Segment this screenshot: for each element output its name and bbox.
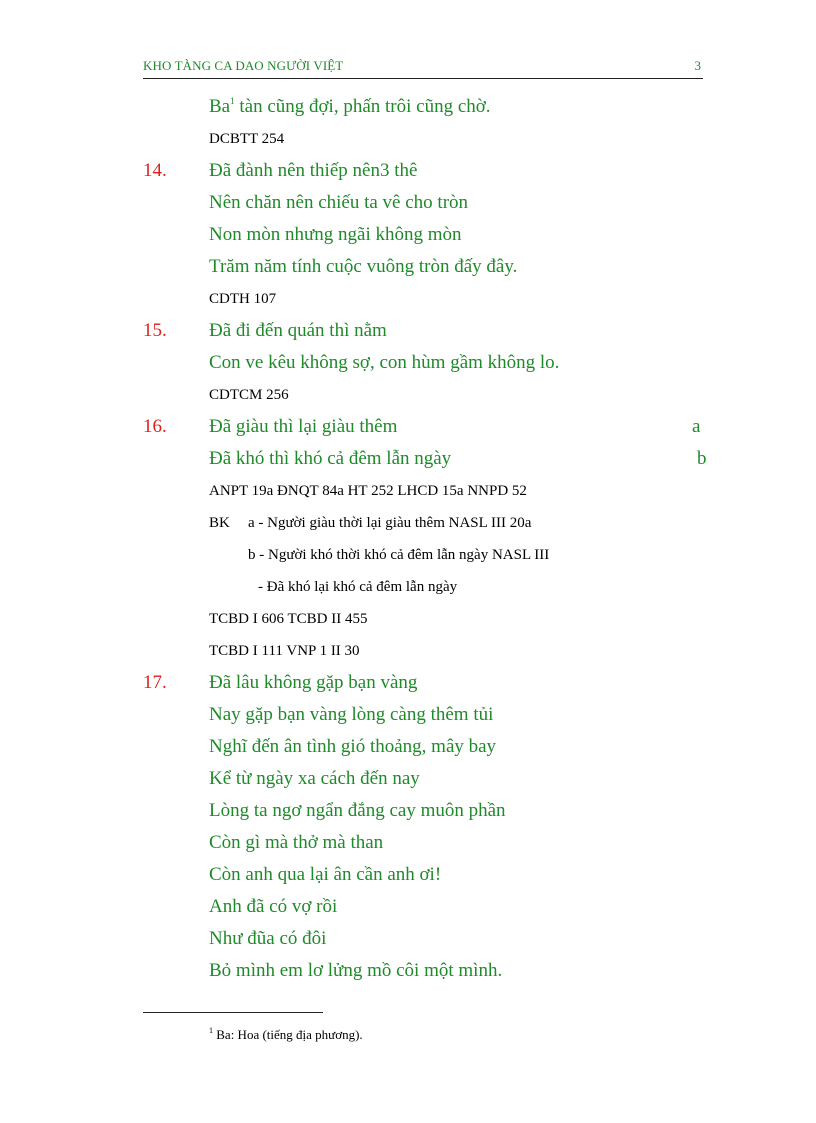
verse-line: Anh đã có vợ rồi — [209, 896, 338, 917]
page-number: 3 — [694, 58, 701, 73]
verse-line: Đã giàu thì lại giàu thêm — [209, 416, 398, 437]
footnote-number: 1 — [209, 1026, 213, 1035]
book-title: KHO TÀNG CA DAO NGƯỜI VIỆT — [143, 58, 344, 73]
bk-label: BK — [209, 515, 230, 531]
footnote-divider — [143, 1012, 323, 1013]
bk-variant: - Đã khó lại khó cả đêm lẫn ngày — [258, 579, 458, 595]
entry-number: 14. — [143, 160, 167, 181]
verse-line: Trăm năm tính cuộc vuông tròn đấy đây. — [209, 256, 518, 277]
source-line: ANPT 19a ĐNQT 84a HT 252 LHCD 15a NNPD 52 — [209, 483, 527, 499]
footnote-ref: 1 — [230, 96, 235, 106]
bk-variant: a - Người giàu thời lại giàu thêm NASL III 20a — [248, 515, 532, 531]
bk-variant: b - Người khó thời khó cả đêm lẫn ngày NASL III — [248, 547, 550, 563]
source-line: TCBD I 606 TCBD II 455 — [209, 611, 368, 627]
verse-line: Lòng ta ngơ ngẩn đắng cay muôn phần — [209, 800, 506, 821]
verse-line: Ba$^1$ tàn cũng đợi, phấn trôi cũng chờ. — [209, 96, 491, 117]
entry-number: 16. — [143, 416, 167, 437]
entry-number: 17. — [143, 672, 167, 693]
verse-line: Như đũa có đôi — [209, 928, 327, 949]
footnote-text: Ba: Hoa (tiếng địa phương). — [213, 1027, 363, 1042]
footnote — [209, 1027, 363, 1043]
verse-line: Còn anh qua lại ân cần anh ơi! — [209, 864, 442, 885]
verse-line: Đã đi đến quán thì nằm — [209, 320, 387, 341]
running-header — [143, 56, 703, 79]
source-line: CDTCM 256 — [209, 387, 289, 403]
verse-line: Đã đành nên thiếp nên3 thê — [209, 160, 418, 181]
variant-mark: a — [692, 416, 701, 437]
variant-mark: b — [697, 448, 707, 469]
source-line: CDTH 107 — [209, 291, 277, 307]
verse-line: Đã lâu không gặp bạn vàng — [209, 672, 418, 693]
verse-line: Con ve kêu không sợ, con hùm gầm không lo. — [209, 352, 560, 373]
verse-line: Bỏ mình em lơ lửng mồ côi một mình. — [209, 960, 503, 981]
verse-line: Nay gặp bạn vàng lòng càng thêm tủi — [209, 704, 494, 725]
verse-line: Còn gì mà thở mà than — [209, 832, 384, 853]
verse-line: Kể từ ngày xa cách đến nay — [209, 768, 420, 789]
source-line: TCBD I 111 VNP 1 II 30 — [209, 643, 360, 659]
verse-line: Nên chăn nên chiếu ta vê cho tròn — [209, 192, 469, 213]
entry-number: 15. — [143, 320, 167, 341]
verse-line: Non mòn nhưng ngãi không mòn — [209, 224, 462, 245]
verse-line: Nghĩ đến ân tình gió thoảng, mây bay — [209, 736, 497, 757]
verse-line: Đã khó thì khó cả đêm lẫn ngày — [209, 448, 452, 469]
source-line: DCBTT 254 — [209, 131, 285, 147]
